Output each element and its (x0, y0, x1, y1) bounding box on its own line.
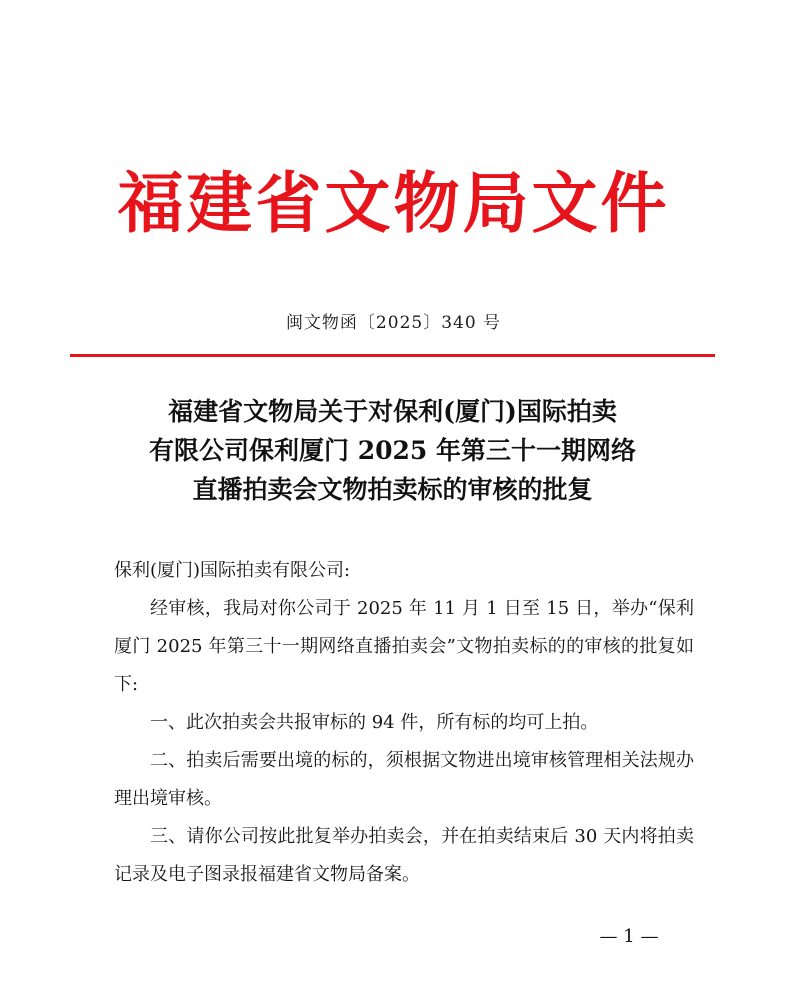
document-body (114, 552, 694, 894)
title-line: 有限公司保利厦门 2025 年第三十一期网络 (149, 436, 636, 465)
title-line: 福建省文物局关于对保利(厦门)国际拍卖 (168, 397, 617, 426)
document-title (70, 392, 715, 509)
page-number: — 1 — (599, 926, 659, 947)
issuer-banner: 福建省文物局文件 (117, 164, 670, 242)
red-divider-line (70, 354, 715, 357)
body-paragraph: 一、此次拍卖会共报审标的 94 件，所有标的均可上拍。 (150, 712, 599, 733)
body-paragraph: 三、请你公司按此批复举办拍卖会，并在拍卖结束后 30 天内将拍卖记录及电子图录报福建省文物局备案。 (114, 826, 694, 885)
title-line: 直播拍卖会文物拍卖标的审核的批复 (192, 475, 593, 504)
document-number: 闽文物函〔2025〕340 号 (285, 313, 502, 333)
salutation: 保利(厦门)国际拍卖有限公司: (114, 560, 351, 581)
body-paragraph: 经审核，我局对你公司于 2025 年 11 月 1 日至 15 日，举办“保利厦门 2025 年第三十一期网络直播拍卖会”文物拍卖标的的审核的批复如下: (114, 598, 694, 695)
body-paragraph: 二、拍卖后需要出境的标的，须根据文物进出境审核管理相关法规办理出境审核。 (114, 750, 694, 809)
